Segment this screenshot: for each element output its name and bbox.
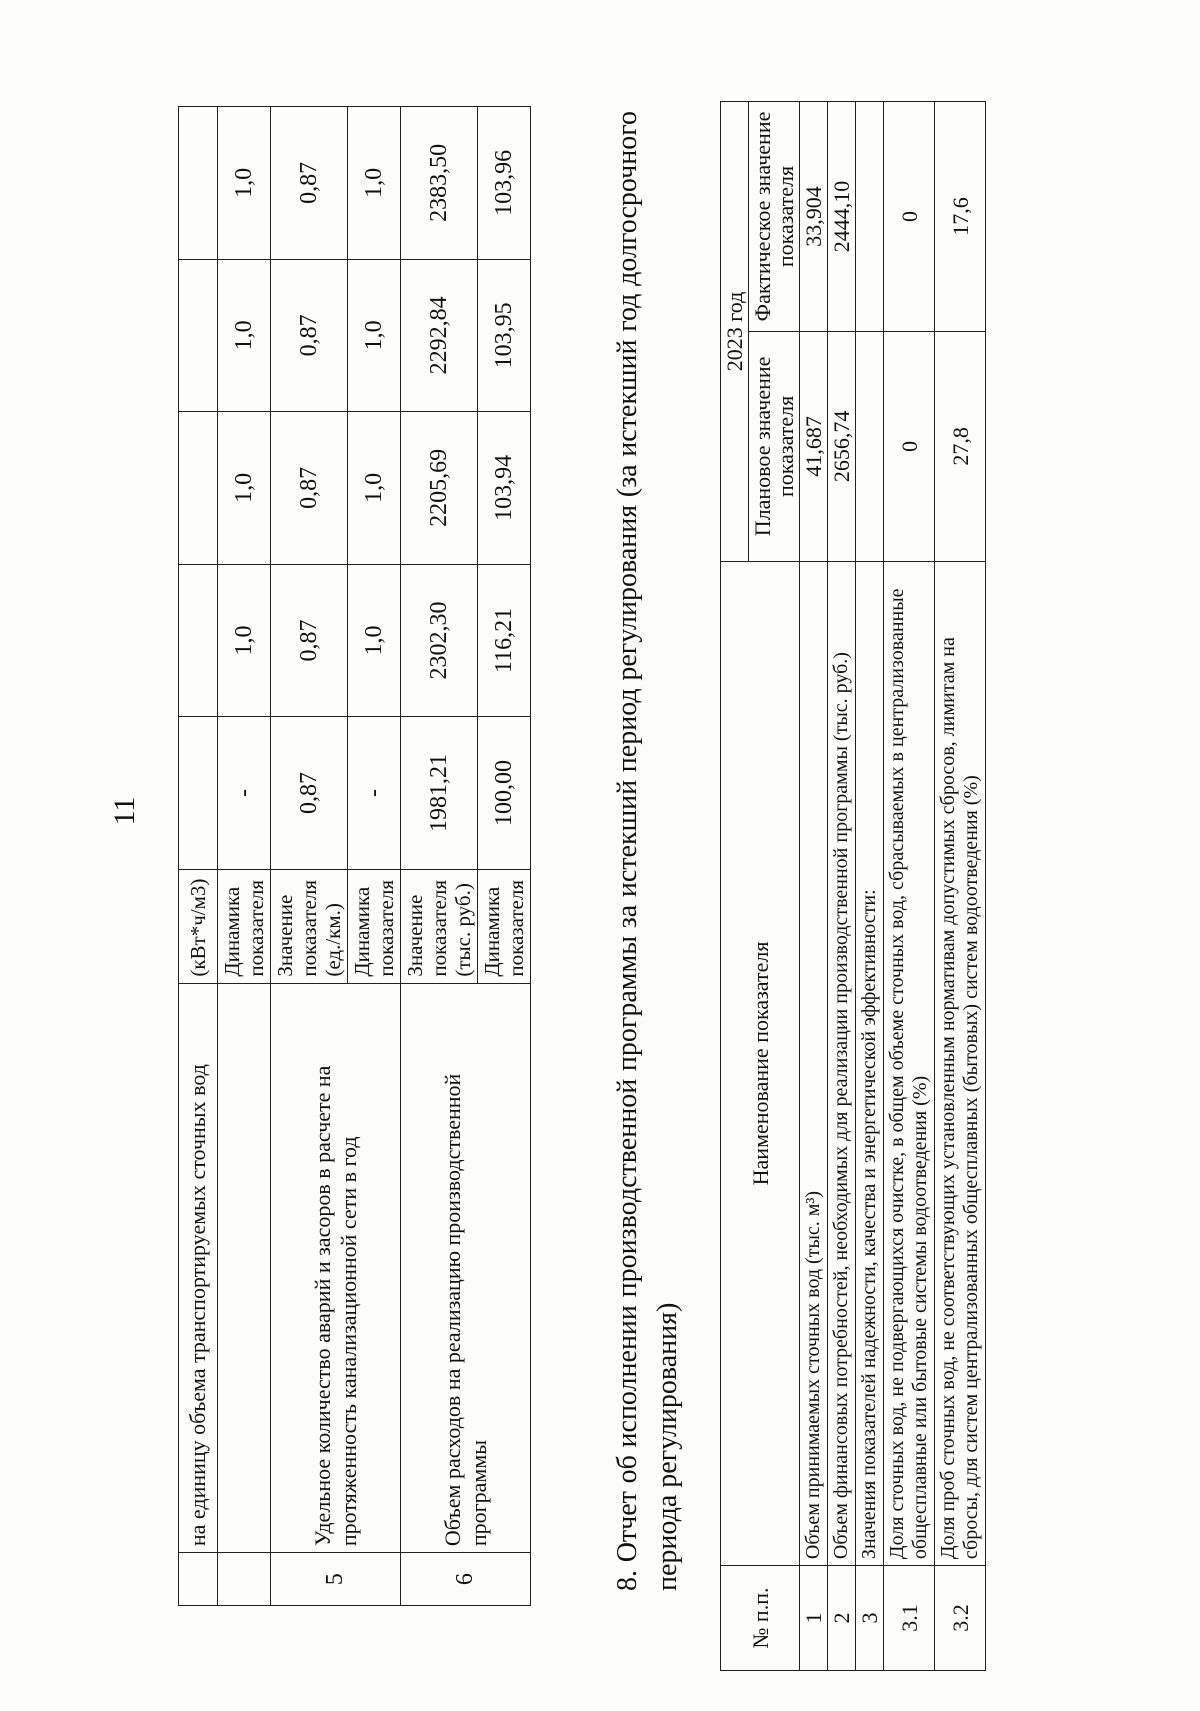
row-number: 1: [800, 1566, 828, 1671]
indicator-name: на единицу объема транспортируемых сточных вод: [179, 983, 218, 1552]
value-cell: 1,0: [218, 107, 271, 260]
value-cell: 2292,84: [401, 259, 478, 412]
indicator-name: Объем финансовых потребностей, необходимых для реализации производственной программы (тыс. руб.): [828, 561, 856, 1565]
row-number: 3.2: [935, 1566, 986, 1671]
indicator-name: Объем принимаемых сточных вод (тыс. м³): [800, 561, 828, 1565]
plan-value: 0: [884, 331, 935, 561]
value-cell: 103,94: [478, 412, 531, 565]
value-cell: 0,87: [271, 259, 348, 412]
value-cell: 2205,69: [401, 412, 478, 565]
value-cell: [179, 107, 218, 260]
value-cell: 0,87: [271, 717, 348, 870]
plan-value: [856, 331, 884, 561]
plan-value: 41,687: [800, 331, 828, 561]
value-cell: 1,0: [348, 564, 401, 717]
row-number: [218, 1553, 271, 1606]
indicator-name: Доля проб сточных вод, не соответствующих установленным нормативам допустимых сбросов, лимитам на сбросы, для систем централизованных общесплавных (бытовых) систем водоотведения (%): [935, 561, 986, 1565]
column-header-year: 2023 год: [721, 102, 749, 562]
plan-value: 27,8: [935, 331, 986, 561]
table-header-row: [721, 102, 749, 1671]
indicator-name: Доля сточных вод, не подвергающихся очистке, в общем объеме сточных вод, сбрасываемых в централизованные общесплавные или бытовые системы водоотведения (%): [884, 561, 935, 1565]
indicator-unit: (кВт*ч/м3): [179, 869, 218, 983]
value-cell: 2383,50: [401, 107, 478, 260]
value-cell: [179, 564, 218, 717]
value-cell: 1,0: [348, 259, 401, 412]
program-report-table: [720, 101, 986, 1671]
section-heading: 8. Отчет об исполнении производственной программы за истекший период регулирования (за истекший год долгосрочного периода регулирования): [612, 111, 683, 1591]
value-cell: -: [348, 717, 401, 870]
fact-value: [856, 102, 884, 332]
value-cell: [179, 717, 218, 870]
value-cell: [179, 259, 218, 412]
value-cell: 116,21: [478, 564, 531, 717]
plan-value: 2656,74: [828, 331, 856, 561]
value-cell: -: [218, 717, 271, 870]
indicator-unit: Значение показателя (ед./км.): [271, 869, 348, 983]
fact-value: 33,904: [800, 102, 828, 332]
value-cell: 1,0: [348, 412, 401, 565]
indicator-unit: Динамика показателя: [218, 869, 271, 983]
column-header-number: № п.п.: [721, 1566, 800, 1671]
value-cell: 0,87: [271, 107, 348, 260]
indicator-unit: Значение показателя (тыс. руб.): [401, 869, 478, 983]
table-row: [935, 102, 986, 1671]
table-row: [179, 107, 218, 1606]
value-cell: 1,0: [348, 107, 401, 260]
table-row: [800, 102, 828, 1671]
value-cell: 2302,30: [401, 564, 478, 717]
column-header-plan: Плановое значение показателя: [749, 331, 800, 561]
table-row: [828, 102, 856, 1671]
value-cell: [179, 412, 218, 565]
value-cell: 1,0: [218, 564, 271, 717]
fact-value: 17,6: [935, 102, 986, 332]
table-row: [218, 107, 271, 1606]
row-number: 5: [271, 1553, 401, 1606]
fact-value: 2444,10: [828, 102, 856, 332]
indicators-table: [178, 106, 531, 1606]
table-row: [856, 102, 884, 1671]
row-number: 3: [856, 1566, 884, 1671]
table-row: [884, 102, 935, 1671]
value-cell: 100,00: [478, 717, 531, 870]
value-cell: 103,95: [478, 259, 531, 412]
table-row: [271, 107, 348, 1606]
fact-value: 0: [884, 102, 935, 332]
row-number: [179, 1553, 218, 1606]
row-number: 6: [401, 1553, 531, 1606]
indicator-name: Значения показателей надежности, качества и энергетической эффективности:: [856, 561, 884, 1565]
indicator-name: Объем расходов на реализацию производственной программы: [401, 983, 531, 1552]
column-header-name: Наименование показателя: [721, 561, 800, 1565]
page-number: 11: [108, 796, 141, 826]
value-cell: 0,87: [271, 564, 348, 717]
indicator-unit: Динамика показателя: [348, 869, 401, 983]
indicator-name: [218, 983, 271, 1552]
value-cell: 1,0: [218, 412, 271, 565]
value-cell: 1981,21: [401, 717, 478, 870]
indicator-unit: Динамика показателя: [478, 869, 531, 983]
row-number: 3.1: [884, 1566, 935, 1671]
value-cell: 103,96: [478, 107, 531, 260]
indicator-name: Удельное количество аварий и засоров в расчете на протяженность канализационной сети в год: [271, 983, 401, 1552]
column-header-fact: Фактическое значение показателя: [749, 102, 800, 332]
row-number: 2: [828, 1566, 856, 1671]
value-cell: 1,0: [218, 259, 271, 412]
table-row: [401, 107, 478, 1606]
value-cell: 0,87: [271, 412, 348, 565]
